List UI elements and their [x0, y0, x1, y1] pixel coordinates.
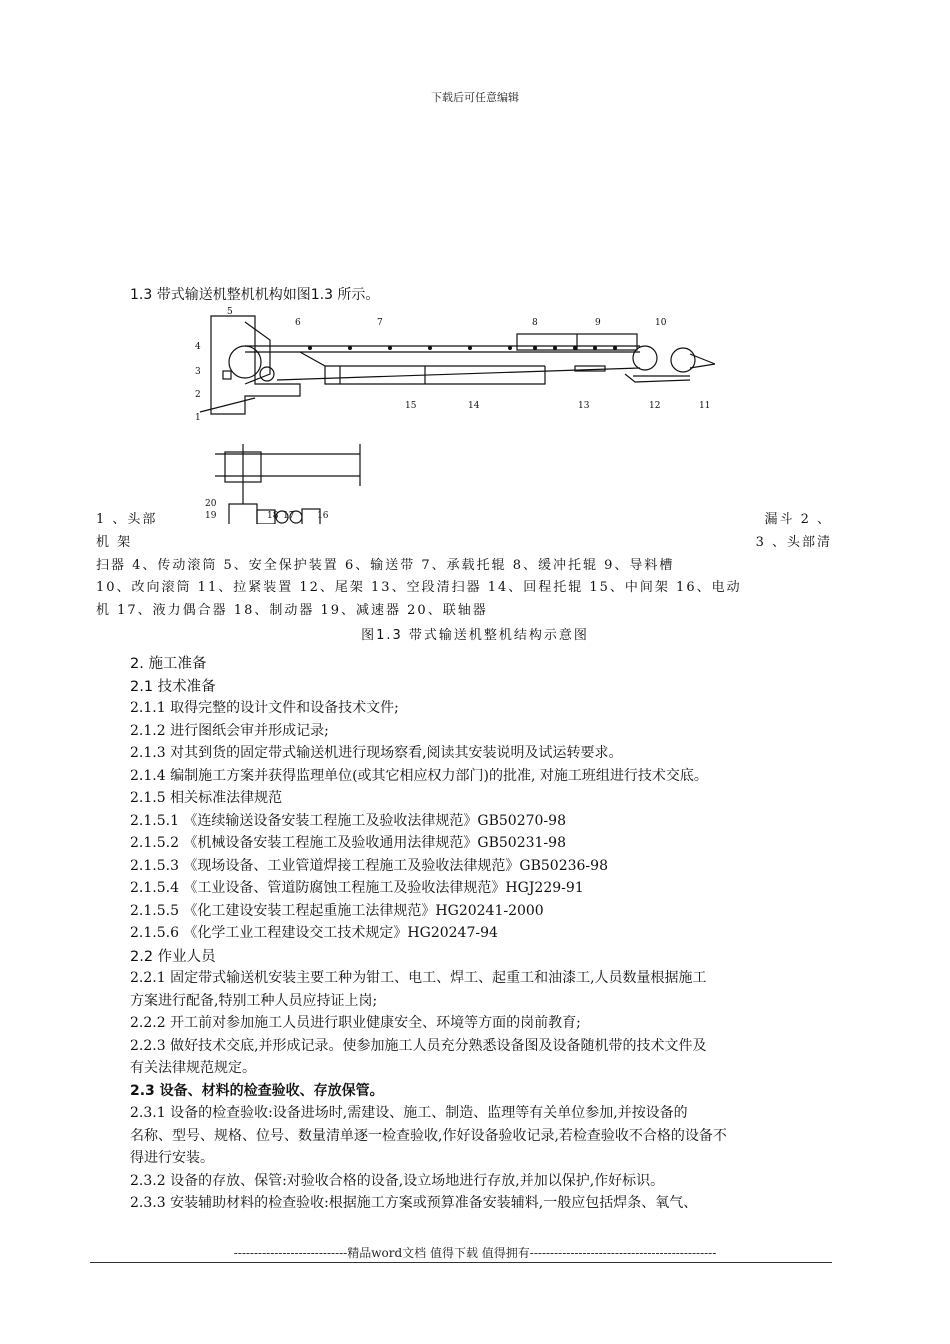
- diagram-label-11: 11: [699, 401, 711, 411]
- diagram-label-3: 3: [195, 367, 201, 377]
- body-line: 2.3 设备、材料的检查验收、存放保管。: [130, 1082, 384, 1099]
- page-header: 下载后可任意编辑: [431, 91, 519, 104]
- body-line: 2.1.5 相关标准法律规范: [130, 790, 283, 806]
- legend-row2-left: 机 架: [96, 535, 133, 550]
- legend-row1-right: 漏斗 2 、: [764, 512, 832, 527]
- body-line: 2.1.5.5 《化工建设安装工程起重施工法律规范》HG20241-2000: [130, 902, 544, 919]
- body-line: 方案进行配备,特别工种人员应持证上岗;: [130, 992, 378, 1009]
- legend-row-1: [96, 509, 832, 531]
- diagram-label-6: 6: [295, 318, 301, 328]
- diagram-label-5: 5: [227, 307, 233, 317]
- diagram-label-10: 10: [655, 318, 667, 328]
- diagram-label-18: 18: [267, 511, 279, 521]
- legend-row-5: 机 17、液力偶合器 18、制动器 19、减速器 20、联轴器: [96, 603, 488, 618]
- body-line: 2.3.1 设备的检查验收:设备进场时,需建设、施工、制造、监理等有关单位参加,并按设备的: [130, 1105, 688, 1121]
- legend-row2-right: 3 、头部清: [755, 535, 832, 550]
- body-line: 2.3.2 设备的存放、保管:对验收合格的设备,设立场地进行存放,并加以保护,作好标识。: [130, 1172, 665, 1189]
- legend-row-4: 10、改向滚筒 11、拉紧装置 12、尾架 13、空段清扫器 14、回程托辊 15、中间架 16、电动: [96, 580, 742, 595]
- legend-row1-left: 1 、头部: [96, 512, 158, 527]
- body-line: 2.2.3 做好技术交底,并形成记录。使参加施工人员充分熟悉设备图及设备随机带的技术文件及: [130, 1037, 707, 1054]
- body-line: 2.2.1 固定带式输送机安装主要工种为钳工、电工、焊工、起重工和油漆工,人员数量根据施工: [130, 970, 707, 986]
- body-line: 有关法律规范规定。: [130, 1060, 256, 1076]
- page-footer: ----------------------------精品word文档 值得下载 值得拥有----------------------------------------------: [233, 1246, 717, 1260]
- body-line: 2.1.2 进行图纸会审并形成记录;: [130, 722, 329, 739]
- diagram-label-14: 14: [468, 401, 480, 411]
- diagram-label-12: 12: [649, 401, 661, 411]
- body-line: 2.1.5.3 《现场设备、工业管道焊接工程施工及验收法律规范》GB50236-98: [130, 857, 608, 874]
- diagram-label-1: 1: [195, 413, 201, 423]
- body-line: 2.1.5.1 《连续输送设备安装工程施工及验收法律规范》GB50270-98: [130, 812, 566, 829]
- conveyor-diagram: [185, 304, 725, 524]
- body-line: 2.1.5.4 《工业设备、管道防腐蚀工程施工及验收法律规范》HGJ229-91: [130, 880, 584, 896]
- diagram-label-16: 16: [317, 511, 329, 521]
- diagram-label-17: 17: [283, 511, 295, 521]
- diagram-label-13: 13: [578, 401, 590, 411]
- diagram-label-9: 9: [595, 318, 601, 328]
- body-line: 2. 施工准备: [130, 656, 207, 672]
- body-line: 名称、型号、规格、位号、数量清单逐一检查验收,作好设备验收记录,若检查验收不合格的设备不: [130, 1127, 727, 1144]
- diagram-label-7: 7: [377, 318, 383, 328]
- diagram-label-2: 2: [195, 390, 201, 400]
- diagram-label-15: 15: [405, 401, 417, 411]
- legend-row-3: 扫器 4、传动滚筒 5、安全保护装置 6、输送带 7、承载托辊 8、缓冲托辊 9、导料槽: [96, 558, 675, 573]
- section-title: 1.3 带式输送机整机机构如图1.3 所示。: [130, 287, 380, 303]
- figure-caption: 图1.3 带式输送机整机结构示意图: [361, 628, 589, 643]
- footer-rule: [90, 1262, 832, 1263]
- body-line: 2.1 技术准备: [130, 678, 216, 695]
- body-line: 2.1.1 取得完整的设计文件和设备技术文件;: [130, 700, 399, 716]
- diagram-label-20: 20: [205, 499, 217, 509]
- body-line: 得进行安装。: [130, 1150, 214, 1166]
- body-line: 2.1.3 对其到货的固定带式输送机进行现场察看,阅读其安装说明及试运转要求。: [130, 745, 623, 761]
- body-line: 2.2 作业人员: [130, 948, 216, 965]
- diagram-label-4: 4: [195, 342, 201, 352]
- legend-row-2: [96, 532, 832, 554]
- diagram-label-19: 19: [205, 511, 217, 521]
- body-line: 2.1.4 编制施工方案并获得监理单位(或其它相应权力部门)的批准, 对施工班组进行技术交底。: [130, 767, 708, 784]
- body-line: 2.3.3 安装辅助材料的检查验收:根据施工方案或预算准备安装辅料,一般应包括焊条、氧气、: [130, 1195, 698, 1211]
- body-line: 2.1.5.2 《机械设备安装工程施工及验收通用法律规范》GB50231-98: [130, 835, 566, 851]
- diagram-label-8: 8: [532, 318, 538, 328]
- body-line: 2.1.5.6 《化学工业工程建设交工技术规定》HG20247-94: [130, 925, 498, 941]
- body-line: 2.2.2 开工前对参加施工人员进行职业健康安全、环境等方面的岗前教育;: [130, 1015, 581, 1031]
